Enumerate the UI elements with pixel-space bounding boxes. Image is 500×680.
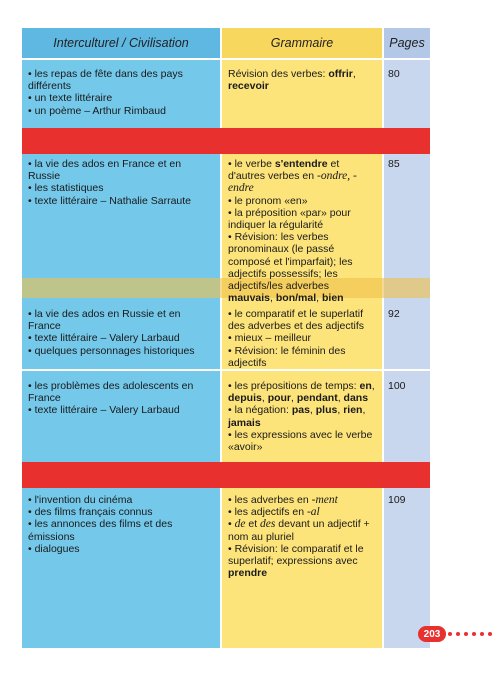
header-pages: Pages bbox=[389, 36, 425, 50]
header-interculturel: Interculturel / Civilisation bbox=[53, 36, 189, 50]
row-page: 100 bbox=[388, 380, 406, 392]
row-separator bbox=[22, 369, 430, 371]
row-grammaire: • le verbe s'entendre et d'autres verbes en -ondre, -endre • le pronom «en» • la préposition «par» pour indiquer la régularité • Révision: les verbes pronominaux (le passé composé et l'imparfait); les adjectifs possessifs; les adjectifs/les adverbes mauvais, bon/mal, bien bbox=[222, 158, 382, 304]
list-item: • des films français connus bbox=[28, 506, 214, 518]
list-item: • les problèmes des adolescents en France bbox=[28, 380, 214, 404]
unit-divider-bar bbox=[22, 462, 430, 488]
row-interculturel bbox=[22, 68, 220, 117]
row-page: 92 bbox=[388, 308, 400, 320]
row-grammaire: • les prépositions de temps: en, depuis, pour, pendant, dans • la négation: pas, plus, rien, jamais • les expressions avec le verbe «avoir» bbox=[222, 380, 382, 453]
unit-divider-bar bbox=[22, 128, 430, 154]
page-number-badge: 203 bbox=[418, 626, 446, 642]
list-item: • dialogues bbox=[28, 543, 214, 555]
list-item: • un texte littéraire bbox=[28, 92, 214, 104]
row-page: 109 bbox=[388, 494, 406, 506]
list-item: • l'invention du cinéma bbox=[28, 494, 214, 506]
row-grammaire: • les adverbes en -ment • les adjectifs en -al • de et des devant un adjectif + nom au pluriel • Révision: le comparatif et le superlatif; expressions avec prendre bbox=[222, 494, 382, 579]
list-item: • les statistiques bbox=[28, 182, 214, 194]
list-item: • les repas de fête dans des pays différents bbox=[28, 68, 214, 92]
row-interculturel bbox=[22, 494, 220, 555]
list-item: • texte littéraire – Valery Larbaud bbox=[28, 404, 214, 416]
row-grammaire: Révision des verbes: offrir, recevoir bbox=[228, 68, 356, 93]
row-interculturel bbox=[22, 158, 220, 207]
list-item: • texte littéraire – Nathalie Sarraute bbox=[28, 195, 214, 207]
list-item: • texte littéraire – Valery Larbaud bbox=[28, 332, 214, 344]
list-item: • quelques personnages historiques bbox=[28, 345, 214, 357]
list-item: • les annonces des films et des émissions bbox=[28, 518, 214, 542]
header-grammaire: Grammaire bbox=[270, 36, 334, 50]
row-interculturel bbox=[22, 380, 220, 417]
row-separator bbox=[22, 58, 430, 60]
row-page: 80 bbox=[388, 68, 400, 80]
list-item: • un poème – Arthur Rimbaud bbox=[28, 105, 214, 117]
row-page: 85 bbox=[388, 158, 400, 170]
list-item: • la vie des ados en France et en Russie bbox=[28, 158, 214, 182]
row-grammaire: • le comparatif et le superlatif des adverbes et des adjectifs • mieux – meilleur • Révision: le féminin des adjectifs bbox=[222, 308, 382, 369]
column-bg-pages bbox=[384, 28, 430, 648]
list-item: • la vie des ados en Russie et en France bbox=[28, 308, 214, 332]
decorative-dots bbox=[448, 626, 492, 642]
row-interculturel bbox=[22, 308, 220, 357]
